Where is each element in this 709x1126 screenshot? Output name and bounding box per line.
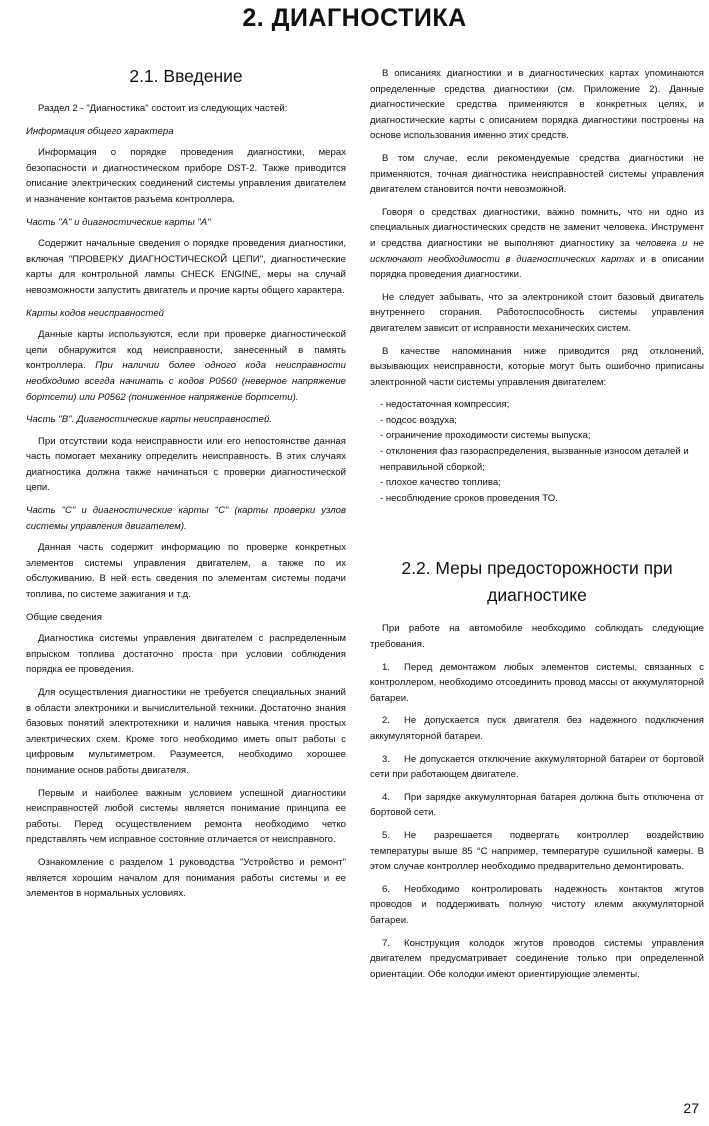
rule-text: Необходимо контролировать надежность контактов жгутов проводов и поддерживать полную чистоту клемм аккумуляторной батареи. [370,883,704,926]
common-info-paragraph-3: Первым и наиболее важным условием успешной диагностики неисправностей любой системы является понимание принципа ее работы. Перед осуществлением ремонта необходимо четко представлять чем исправное состояние отличается от неисправного. [26,787,346,846]
fault-codes-text-1: Данные карты используются, если при проверке диагностической цепи обнаружится код неисправности, занесенный в память контроллера. [26,329,346,372]
rules-list [370,660,704,983]
tools-paragraph-2: В том случае, если рекомендуемые средства диагностики не применяются, точная диагностика неисправностей системы управления двигателем становится почти невозможной. [370,152,704,196]
rule-number: 7. [382,937,391,949]
fault-codes-heading: Карты кодов неисправностей [26,307,164,319]
rule-text: Перед демонтажом любых элементов системы, связанных с контроллером, необходимо отсоединить провод массы от аккумуляторной батареи. [370,661,704,704]
part-c-heading: Часть "С" и диагностические карты "С" (карты проверки узлов системы управления двигателем). [26,505,346,532]
tools-paragraph-3-c: и в описании порядка проведения диагностики. [370,253,705,281]
part-b-text: При отсутствии кода неисправности или его непостоянстве данная часть помогает механику определить неисправность. В этих случаях диагностика должна также начинаться с проверки диагностической цепи. [26,435,346,494]
right-column [370,66,704,989]
list-item [370,828,704,875]
common-info-heading: Общие сведения [26,611,102,623]
intro-text: Раздел 2 - "Диагностика" состоит из следующих частей: [38,103,288,114]
list-item [370,713,704,744]
general-info-heading: Информация общего характера [26,125,174,137]
list-item: - отклонения фаз газораспределения, вызванные износом деталей и неправильной сборкой; [380,446,689,473]
list-item [370,660,704,707]
rule-number: 3. [382,753,391,765]
section-heading-precautions: 2.2. Меры предосторожности при диагностике [401,558,673,606]
common-info-paragraph-1: Диагностика системы управления двигателем с распределенным впрыском топлива достаточно проста при условии соблюдения порядка ее проведения. [26,633,346,676]
rule-text: При зарядке аккумуляторная батарея должна быть отключена от бортовой сети. [370,791,704,819]
list-item [370,936,704,983]
engine-paragraph: Не следует забывать, что за электроникой стоит базовый двигатель внутреннего сгорания. Работоспособность системы управления двигателем зависит от исправности механических систем. [370,291,704,334]
rule-text: Не допускается пуск двигателя без надежного подключения аккумуляторной батареи. [370,715,704,742]
part-a-text: Содержит начальные сведения о порядке проведения диагностики, включая "ПРОВЕРКУ ДИАГНОСТИЧЕСКОЙ ЦЕПИ", диагностические карты для контрольной лампы CHECK ENGINE, меры на случай невозможности запустить двигатель и прочие карты общего характера. [26,238,346,296]
common-info-paragraph-4: Ознакомление с разделом 1 руководства "Устройство и ремонт" является хорошим началом для понимания работы системы и ее элементов в нормальных условиях. [26,856,346,900]
spacer [370,513,704,555]
tools-paragraph-3-b: человека и не исключают необходимости в диагностических картах [370,237,704,265]
rule-number: 4. [382,791,391,803]
list-item: - подсос воздуха; [380,414,457,426]
list-item: - плохое качество топлива; [380,477,501,489]
rule-number: 1. [382,661,391,673]
tools-paragraph-1: В описаниях диагностики и в диагностических картах упоминаются определенные средства диагностики (см. Приложение 2). Данные диагностические средства применяются в конкретных целях, и диагностические карты с описанием порядка диагностики построены на основе использования именно этих средств. [370,68,704,142]
fault-codes-text-2: При наличии более одного кода неисправности необходимо всегда начинать с кодов P0560 (неверное напряжение бортсети) или P0562 (пониженное напряжение бортсети). [26,360,346,403]
rule-number: 5. [382,829,391,841]
list-item: - недостаточная компрессия; [380,399,510,411]
list-item: - несоблюдение сроков проведения ТО. [380,492,558,504]
list-item: - ограничение проходимости системы выпуска; [380,430,591,442]
list-item [370,790,704,821]
tools-paragraph-3-a: Говоря о средствах диагностики, важно помнить, что ни одно из специальных диагностических средств не заменит человека. Инструмент и средства диагностики не выполняют диагностику за [370,206,704,249]
left-column [26,66,346,909]
general-info-text: Информация о порядке проведения диагностики, мерах безопасности и диагностическом приборе DST-2. Также приводится описание электрических соединений системы управления двигателем и назначение контактов разъема контроллера. [26,147,346,205]
rule-text: Не допускается отключение аккумуляторной батареи от бортовой сети при работающем двигателе. [370,753,704,781]
rule-text: Не разрешается подвергать контроллер воздействию температуры выше 85 °С например, температуре сушильной камеры. В этом случае контроллер необходимо предварительно демонтировать. [370,829,704,873]
part-c-text: Данная часть содержит информацию по проверке конкретных элементов системы управления двигателем, а также по их обслуживанию. В ней есть сведения по элементам системы подачи топлива, по системе зажигания и т.д. [26,542,346,601]
page-number: 27 [683,1100,699,1116]
list-item [370,882,704,929]
rule-text: Конструкция колодок жгутов проводов системы управления двигателем предусматривает соединение только при определенной ориентации. Обе колодки имеют ориентирующие элементы. [370,937,704,980]
list-item [370,752,704,783]
faults-intro: В качестве напоминания ниже приводится ряд отклонений, вызывающих неисправности, которые могут быть ошибочно приписаны электронной части системы управления двигателем: [370,345,704,388]
section-heading-introduction: 2.1. Введение [129,66,243,86]
fault-codes-text [26,327,346,405]
rules-intro: При работе на автомобиле необходимо соблюдать следующие требования. [370,623,704,651]
part-a-heading: Часть "А" и диагностические карты "А" [26,216,211,228]
rule-number: 2. [382,715,391,727]
faults-list [370,397,704,506]
tools-paragraph-3 [370,205,704,283]
common-info-paragraph-2: Для осуществления диагностики не требуется специальных знаний в области электроники и вычислительной техники. Достаточно знания базовых понятий электротехники и наличия навыка чтения простых электрических схем. Кроме того необходимо иметь опыт работы с цифровым мультиметром. Разумеется, необходимо хорошее понимание основ работы двигателя. [26,687,346,776]
part-b-heading: Часть "В". Диагностические карты неисправностей. [26,414,272,426]
page-title: 2. ДИАГНОСТИКА [242,4,467,32]
rule-number: 6. [382,883,391,895]
